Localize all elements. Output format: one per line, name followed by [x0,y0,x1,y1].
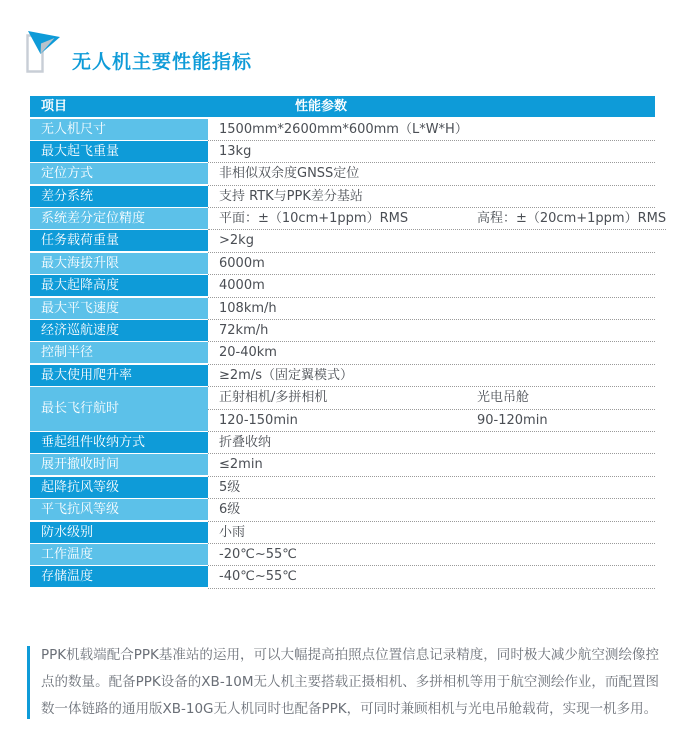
footnote-accent-bar [27,646,30,719]
spec-value: ≥2m/s（固定翼模式） [219,367,353,383]
table-row [30,566,655,588]
spec-values [208,119,655,141]
spec-value: 120-150min [219,412,298,428]
spec-value: 折叠收纳 [219,434,272,450]
spec-label: 最大海拔升限 [30,253,208,274]
spec-values [208,186,655,208]
table-row [30,275,655,297]
spec-label: 无人机尺寸 [30,119,208,140]
spec-value-line [208,365,655,387]
footnote [27,642,659,723]
spec-label: 防水级别 [30,522,208,543]
table-row [30,342,655,364]
spec-value-line [208,499,655,521]
spec-values [208,320,655,342]
spec-value-line [208,230,655,252]
spec-value-line [208,253,655,275]
spec-label: 任务载荷重量 [30,230,208,251]
spec-value: 13kg [219,143,252,159]
spec-value: 6级 [219,502,241,518]
spec-value-line [208,141,655,163]
spec-label: 最大平飞速度 [30,298,208,319]
spec-value-line [208,432,655,454]
spec-values [208,141,655,163]
spec-table [30,96,667,589]
spec-value-line [208,275,655,297]
table-header-item: 项目 [41,99,68,114]
spec-label: 存储温度 [30,566,208,587]
table-row [30,477,655,499]
table-row [30,119,655,141]
table-row [30,253,655,275]
spec-value-line [208,387,655,409]
spec-value-line [208,186,655,208]
spec-value: 支持 RTK与PPK差分基站 [219,188,363,204]
table-row [30,522,655,544]
spec-label: 垂起组件收纳方式 [30,432,208,453]
spec-value-line [208,298,655,320]
table-row [30,432,655,454]
spec-values [208,387,655,432]
table-row [30,163,655,185]
spec-value-line [208,477,655,499]
table-header-param: 性能参数 [295,99,348,114]
spec-label: 平飞抗风等级 [30,499,208,520]
spec-value: 4000m [219,278,265,294]
spec-value: -40℃~55℃ [219,569,297,585]
spec-value: 1500mm*2600mm*600mm（L*W*H） [219,121,468,137]
spec-value: ≤2min [219,457,263,473]
spec-label: 展开撤收时间 [30,454,208,475]
footnote-text: PPK机载端配合PPK基准站的运用，可以大幅提高拍照点位置信息记录精度，同时极大减少航空测绘像控点的数量。配备PPK设备的XB-10M无人机主要搭载正摄相机、多拼相机等用于航空测绘作业，而配置图数一体链路的通用版XB-10G无人机同时也配备PPK，可同时兼顾相机与光电吊舱载荷，实现一机多用。 [41,647,659,717]
spec-label: 差分系统 [30,186,208,207]
spec-values [208,454,655,476]
spec-label: 最大起降高度 [30,275,208,296]
paper-plane-logo-icon [24,26,64,75]
spec-values [208,477,655,499]
spec-values [208,544,655,566]
table-row [30,186,655,208]
spec-value-line [208,208,666,230]
spec-value: 90-120min [477,412,548,428]
spec-values [208,253,655,275]
spec-value-line [208,454,655,476]
spec-value: 5级 [219,479,241,495]
table-row [30,320,655,342]
spec-values [208,298,655,320]
spec-label: 最大起飞重量 [30,141,208,162]
spec-value-line [208,342,655,364]
spec-label: 工作温度 [30,544,208,565]
spec-label: 控制半径 [30,342,208,363]
spec-values [208,432,655,454]
spec-value-line [208,410,655,432]
spec-value: -20℃~55℃ [219,546,297,562]
spec-values [208,275,655,297]
spec-values [208,230,655,252]
spec-value: 72km/h [219,323,269,339]
spec-value: 高程：±（20cm+1ppm）RMS [477,211,667,227]
spec-values [208,566,655,588]
spec-label: 最长飞行航时 [30,387,208,430]
table-row [30,208,667,230]
spec-label: 系统差分定位精度 [30,208,208,229]
spec-value-line [208,119,655,141]
spec-value-line [208,163,655,185]
spec-label: 起降抗风等级 [30,477,208,498]
spec-value: 光电吊舱 [477,390,530,406]
spec-value-line [208,320,655,342]
spec-value: 小雨 [219,524,246,540]
spec-value: 108km/h [219,300,277,316]
spec-values [208,208,666,230]
spec-value: 平面：±（10cm+1ppm）RMS [219,211,409,227]
spec-value: 正射相机/多拼相机 [219,390,328,406]
table-row [30,454,655,476]
table-row [30,141,655,163]
spec-values [208,342,655,364]
table-row [30,387,655,432]
section-header [24,26,252,75]
table-row [30,298,655,320]
spec-value-line [208,544,655,566]
spec-value-line [208,522,655,544]
table-header-row [30,96,655,117]
spec-values [208,163,655,185]
table-row [30,544,655,566]
spec-values [208,365,655,387]
spec-value: 非相似双余度GNSS定位 [219,166,360,182]
spec-value: >2kg [219,233,254,249]
spec-label: 经济巡航速度 [30,320,208,341]
spec-label: 最大使用爬升率 [30,365,208,386]
table-row [30,365,655,387]
table-row [30,230,655,252]
spec-value: 6000m [219,255,265,271]
table-body [30,119,667,589]
page-title: 无人机主要性能指标 [72,51,253,73]
spec-value-line [208,566,655,588]
spec-values [208,499,655,521]
table-row [30,499,655,521]
spec-label: 定位方式 [30,163,208,184]
spec-value: 20-40km [219,345,277,361]
spec-values [208,522,655,544]
